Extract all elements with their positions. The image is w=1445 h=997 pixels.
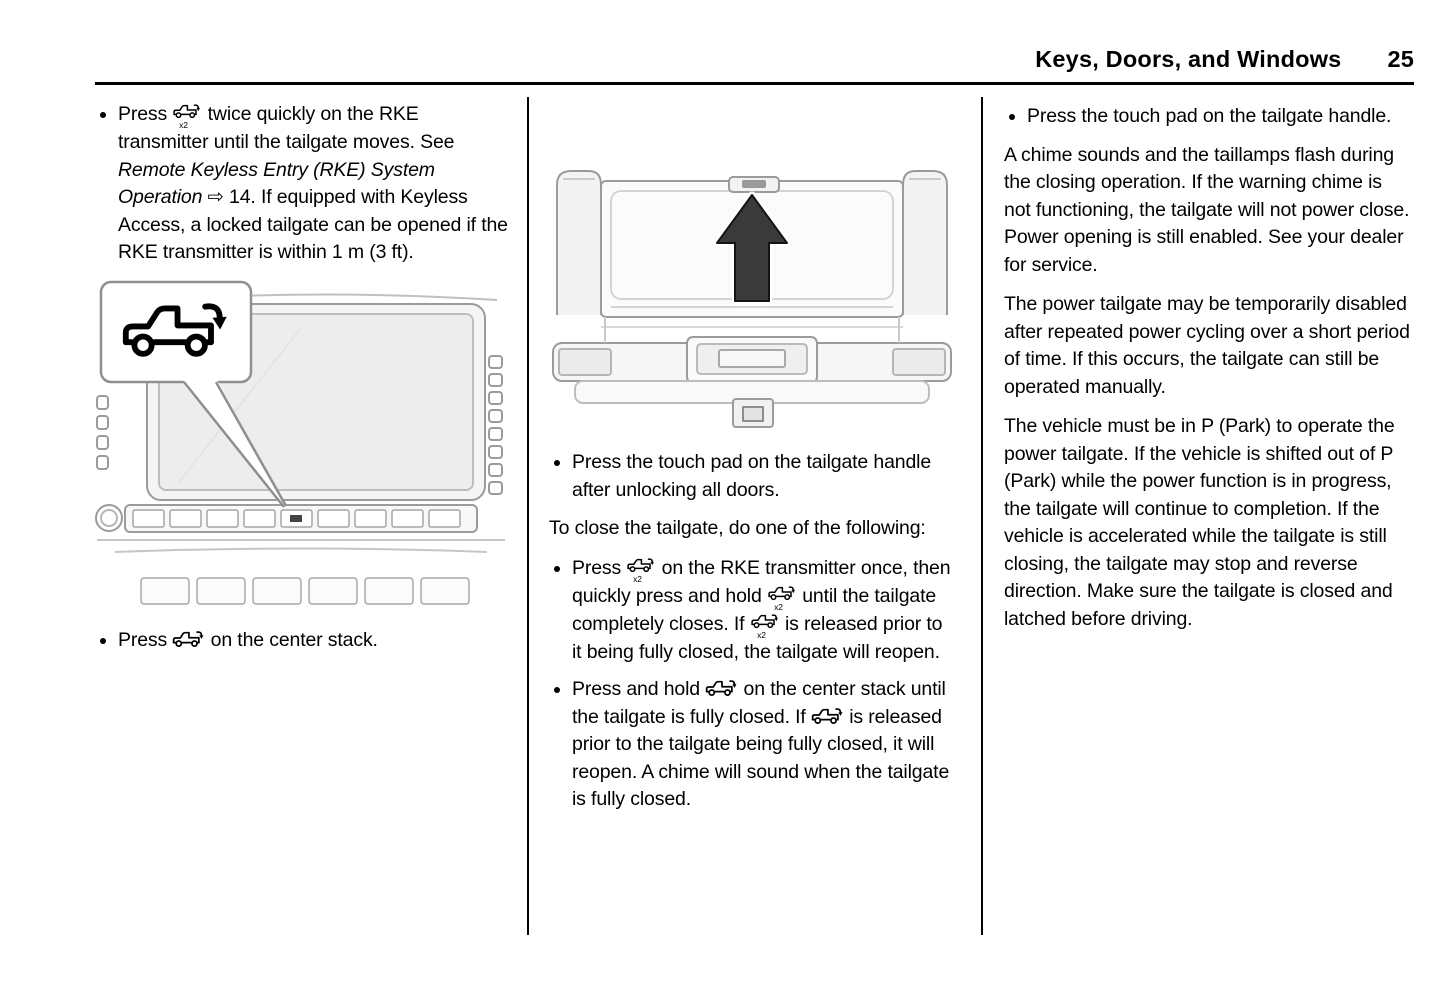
text-segment: The power tailgate may be temporarily disabled after repeated power cycling over a short period of time. If this occurs, the tailgate can still be operated manually. [1004, 293, 1410, 398]
text-segment: Press [118, 103, 173, 125]
text-segment: To close the tailgate, do one of the following: [549, 517, 926, 539]
paragraph [1004, 413, 1413, 633]
text-segment: The vehicle must be in P (Park) to operate the power tailgate. If the vehicle is shifted out of P (Park) while the power function is in progress, the tailgate will continue to completion. If the vehicle is accelerated while the tailgate is still closing, the tailgate may stop and reverse direction. Make sure the tailgate is closed and latched before driving. [1004, 415, 1395, 630]
page-title: Keys, Doors, and Windows [1035, 46, 1342, 72]
text-segment: Press the touch pad on the tailgate handle. [1027, 105, 1392, 127]
right-column [1004, 99, 1413, 645]
x2-label: x2 [756, 629, 766, 639]
list-item [572, 676, 955, 814]
page-number: 25 [1387, 46, 1414, 72]
rke-transmitter-x2-icon [750, 612, 780, 639]
header-rule [95, 82, 1414, 85]
column-divider [981, 97, 983, 935]
center-stack-illustration [95, 278, 509, 607]
cross-reference-title: Remote Keyless Entry (RKE) System Operation [118, 158, 435, 208]
tailgate-illustration [549, 101, 955, 433]
rke-transmitter-x2-icon [172, 102, 202, 129]
bullet-list [1004, 103, 1413, 131]
cross-reference-page: ⇨ 14. [202, 186, 261, 208]
paragraph [1004, 291, 1413, 401]
left-column [95, 97, 509, 665]
bullet-list [95, 101, 509, 267]
text-segment: until the tailgate completely closes. If [572, 584, 937, 635]
page-header [95, 46, 1414, 73]
x2-label: x2 [179, 119, 189, 129]
tailgate-touch-pad [742, 180, 766, 188]
text-segment: is released prior to it being fully closed, the tailgate will reopen. [572, 612, 943, 663]
text-segment: If equipped with Keyless Access, a locked tailgate can be opened if the RKE transmitter is within 1 m (3 ft). [118, 186, 508, 263]
middle-column [549, 97, 955, 825]
text-segment: Press [572, 556, 627, 579]
text-segment: Press [118, 628, 173, 651]
text-segment: A chime sounds and the taillamps flash during the closing operation. If the warning chime is not functioning, the tailgate will not power close. Power opening is still enabled. See your dealer for service. [1004, 143, 1410, 276]
bullet-list [95, 627, 509, 655]
text-segment: twice quickly on the RKE transmitter until the tailgate moves. See [118, 103, 455, 153]
tailgate-open-icon [172, 629, 205, 650]
bullet-list [549, 449, 955, 504]
list-item [572, 449, 955, 504]
list-item [572, 555, 955, 667]
list-item [1027, 103, 1413, 131]
text-segment: on the center stack until the tailgate is fully closed. If [572, 678, 946, 728]
text-segment: is released prior to the tailgate being fully closed, it will reopen. A chime will sound when the tailgate is fully closed. [572, 705, 950, 810]
tailgate-open-icon [705, 678, 738, 699]
text-segment: on the RKE transmitter once, then quickly press and hold [572, 556, 951, 607]
rke-transmitter-x2-icon [626, 556, 656, 583]
x2-label: x2 [633, 573, 643, 583]
tailgate-button-glyph [290, 515, 302, 522]
rke-transmitter-x2-icon [767, 584, 797, 611]
bullet-list [549, 555, 955, 814]
tailgate-open-icon [811, 706, 844, 727]
list-item [118, 101, 509, 267]
list-item [118, 627, 509, 655]
column-divider [527, 97, 529, 935]
paragraph [549, 515, 955, 543]
paragraph [1004, 142, 1413, 280]
x2-label: x2 [774, 601, 783, 611]
text-segment: Press and hold [572, 678, 706, 700]
text-segment: Press the touch pad on the tailgate handle after unlocking all doors. [572, 451, 932, 501]
text-segment: on the center stack. [205, 628, 378, 651]
